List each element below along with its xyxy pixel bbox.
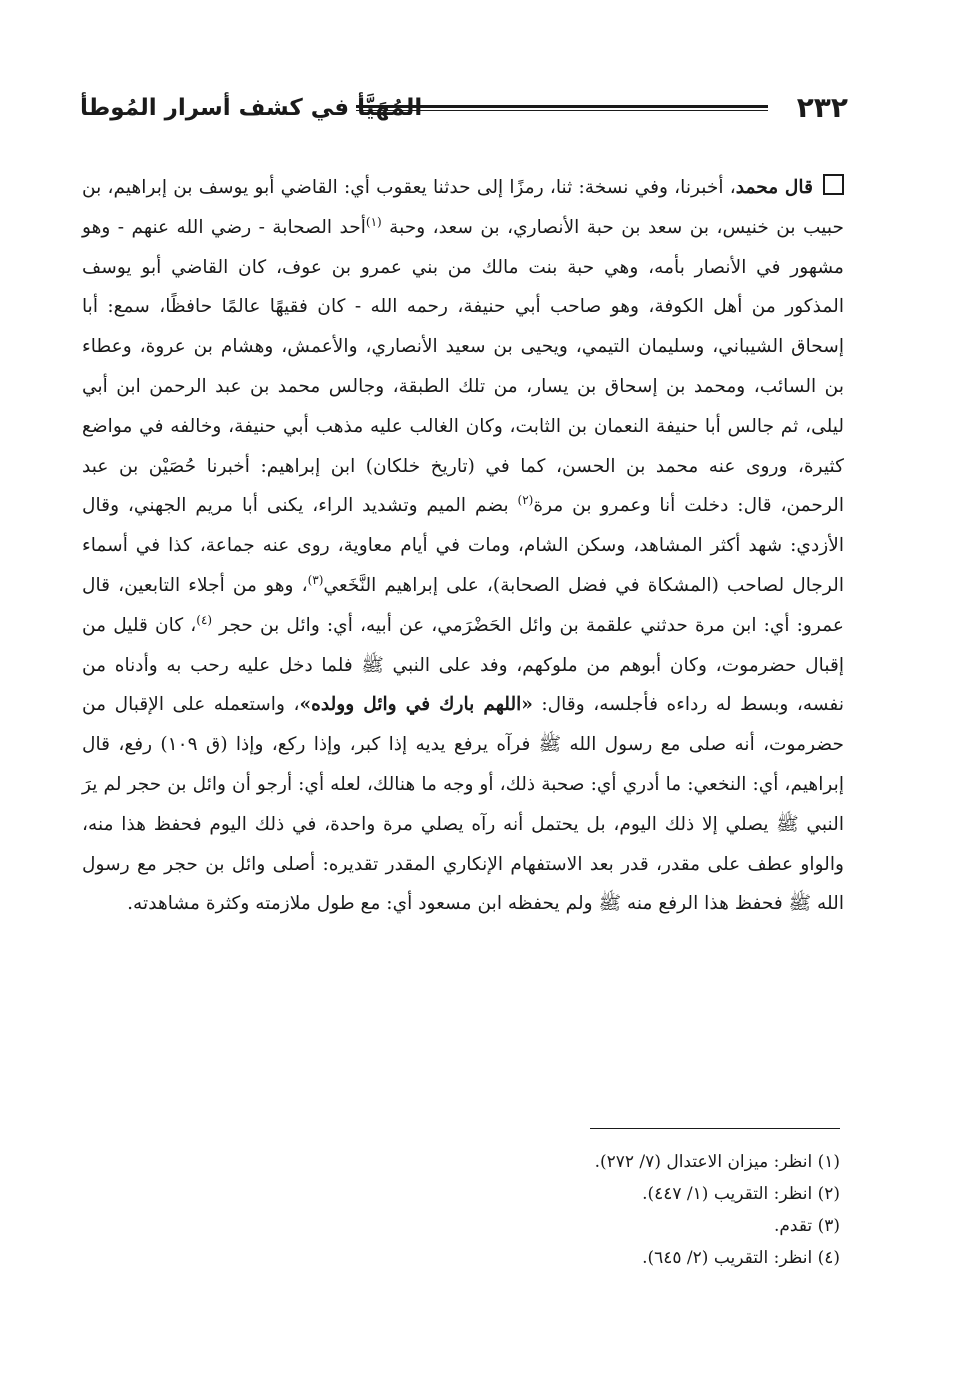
speaker-label: قال محمد <box>735 177 813 198</box>
footnote-ref: (١) <box>365 214 382 229</box>
footnote: (٣) تقدم. <box>773 1216 840 1236</box>
text-segment: ، وهو من أجلاء التابعين، قال عمرو: أي: ابن مرة حدثني علقمة بن وائل الحَضْرَمي، عن أبيه، أي: وائل بن حجر <box>82 574 844 636</box>
text-segment: ، كان قليل من إقبال حضرموت، وكان أبوهم من ملوكهم، وفد على النبي ﷺ فلما دخل عليه رحب به وأدناه من نفسه، وبسط له رداءه فأجلسه، وقال: <box>82 614 844 716</box>
running-header <box>80 88 848 132</box>
running-title: المُهَيَّأ في كشف أسرار المُوطأ <box>80 95 423 121</box>
page-number: ٢٣٢ <box>796 91 848 124</box>
text-segment: ، أخبرنا، وفي نسخة: ثنا، رمزًا إلى حدثنا يعقوب أي: القاضي أبو يوسف بن إبراهيم، بن حبيب بن خنيس، بن سعد بن حبة الأنصاري، بن سعد، وحبة <box>82 177 844 238</box>
footnote-ref: (٤) <box>196 612 213 627</box>
footnote: (٢) انظر: التقريب (١/ ٤٤٧). <box>642 1184 840 1204</box>
footnote: (٤) انظر: التقريب (٢/ ٦٤٥). <box>642 1248 840 1268</box>
hadith-quote: «اللهم بارك في وائل وولده» <box>299 694 533 716</box>
text-segment: بضم الميم وتشديد الراء، يكنى أبا مريم الجهني، وقال الأزدي: شهد أكثر المشاهد، وسكن الشام، ومات في أيام معاوية، روى عنه جماعة، كذا في أسماء الرجال لصاحب (المشكاة في فضل الصحابة)، على إبراهيم النَّخَعي <box>82 495 844 596</box>
main-text <box>82 168 844 924</box>
footnotes <box>140 1146 840 1274</box>
footnote-ref: (٣) <box>307 572 324 587</box>
footnote-rule <box>590 1128 840 1129</box>
section-marker-icon <box>823 174 844 195</box>
text-segment: أحد الصحابة - رضي الله عنهم - وهو مشهور في الأنصار بأمه، وهي حبة بنت مالك من بني عمرو بن عوف، كان القاضي أبو يوسف المذكور من أهل الكوفة، وهو صاحب أبي حنيفة، رحمه الله - كان فقيهًا عالمًا حافظًا، سمع: أبا إسحاق الشيباني، وسليمان التيمي، ويحيى بن سعيد الأنصاري، والأعمش، وهشام بن عروة، وعطاء بن السائب، ومحمد بن إسحاق بن يسار، من تلك الطبقة، وجالس محمد بن عبد الرحمن ابن أبي ليلى، ثم جالس أبا حنيفة النعمان بن الثابت، وكان الغالب عليه مذهب أبي حنيفة، وخالفه في مواضع كثيرة، وروى عنه محمد بن الحسن، كما في (تاريخ خلكان) ابن إبراهيم: أخبرنا حُصَيْن بن عبد الرحمن، قال: دخلت أنا وعمرو بن مرة <box>82 216 844 517</box>
footnote-ref: (٢) <box>517 493 534 508</box>
paragraph <box>82 168 844 924</box>
footnote: (١) انظر: ميزان الاعتدال (٧/ ٢٧٢). <box>594 1152 840 1172</box>
text-segment: ، واستعمله على الإقبال من حضرموت، أنه صلى مع رسول الله ﷺ فرآه يرفع يديه إذا كبر، وإذا ركع، وإذا (ق ١٠٩) رفع، قال إبراهيم، أي: النخعي: ما أدري أي: صحبة ذلك، أو وجه ما هنالك، لعله أي: أرجو أن وائل بن حجر لم يرَ النبي ﷺ يصلي إلا ذلك اليوم، بل يحتمل أنه رآه يصلي مرة واحدة، في ذلك اليوم فحفظ هذا منه، والواو عطف على مقدر، قدر بعد الاستفهام الإنكاري المقدر تقديره: أصلى وائل بن حجر مع رسول الله ﷺ فحفظ هذا الرفع منه ﷺ ولم يحفظه ابن مسعود أي: مع طول ملازمته وكثرة مشاهدته. <box>82 694 844 915</box>
